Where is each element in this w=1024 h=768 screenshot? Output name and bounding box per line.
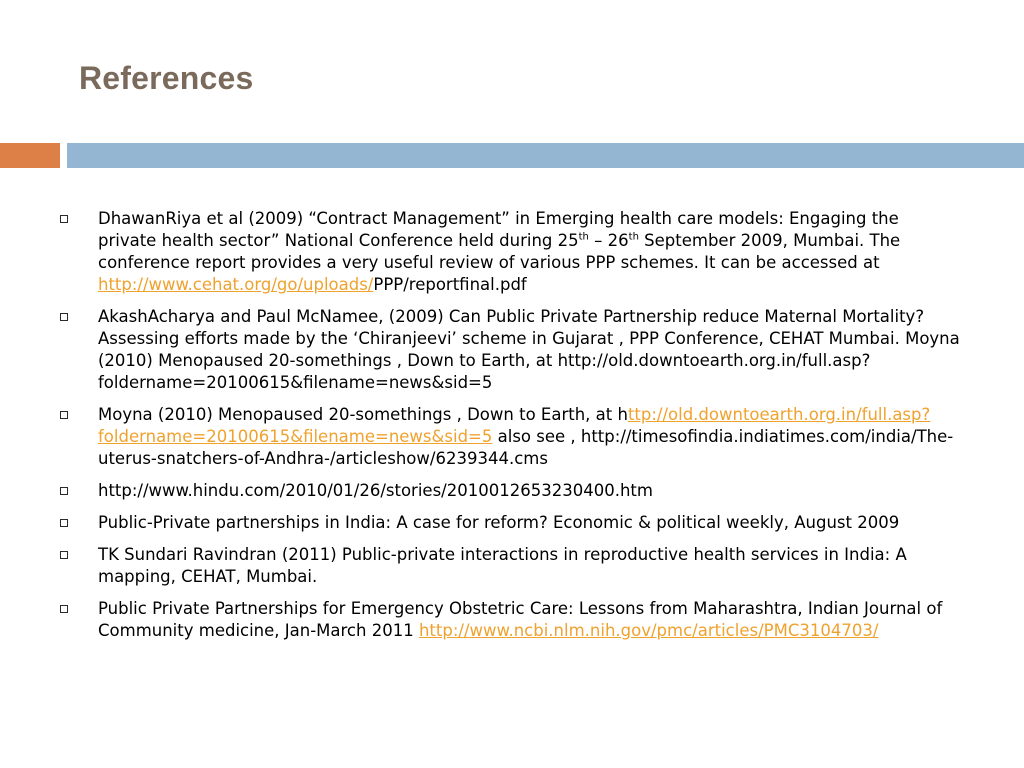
reference-text: Moyna (2010) Menopaused 20-somethings , Down to Earth, at h bbox=[98, 405, 628, 424]
accent-bar-orange bbox=[0, 143, 60, 168]
reference-item-5 bbox=[60, 512, 960, 534]
reference-text: http://www.hindu.com/2010/01/26/stories/2010012653230400.htm bbox=[98, 481, 653, 500]
reference-text: PPP/reportfinal.pdf bbox=[373, 275, 527, 294]
reference-item-6 bbox=[60, 544, 960, 588]
reference-link[interactable]: http://www.ncbi.nlm.nih.gov/pmc/articles/PMC3104703/ bbox=[418, 621, 879, 640]
square-bullet-icon bbox=[60, 411, 68, 419]
reference-item-1 bbox=[60, 208, 960, 296]
reference-item-3 bbox=[60, 404, 960, 470]
reference-link[interactable]: http://www.cehat.org/go/uploads/ bbox=[98, 275, 374, 294]
references-list bbox=[60, 208, 960, 652]
slide-title: References bbox=[79, 60, 254, 96]
ordinal-suffix: th bbox=[628, 231, 639, 243]
square-bullet-icon bbox=[60, 605, 68, 613]
reference-text: – 26 bbox=[588, 231, 629, 250]
reference-text: TK Sundari Ravindran (2011) Public-private interactions in reproductive health services in India: A mapping, CEHAT, Mumbai. bbox=[98, 545, 907, 586]
accent-bar-blue bbox=[67, 143, 1024, 168]
ordinal-suffix: th bbox=[578, 231, 589, 243]
reference-text: Public-Private partnerships in India: A case for reform? Economic & political weekly, August 2009 bbox=[98, 513, 900, 532]
reference-item-2 bbox=[60, 306, 960, 394]
reference-link[interactable]: ttp://old.downtoearth.org.in/full.asp?foldername=20100615&filename=news&sid=5 bbox=[98, 405, 931, 446]
reference-text: also see , http://timesofindia.indiatimes.com/india/The-uterus-snatchers-of-Andhra-/articleshow/6239344.cms bbox=[98, 427, 954, 468]
reference-item-4 bbox=[60, 480, 960, 502]
square-bullet-icon bbox=[60, 551, 68, 559]
square-bullet-icon bbox=[60, 487, 68, 495]
reference-text: DhawanRiya et al (2009) “Contract Management” in Emerging health care models: Engaging the private health sector” National Conference held during 25 bbox=[98, 209, 899, 250]
square-bullet-icon bbox=[60, 313, 68, 321]
reference-text: September 2009, Mumbai. The conference report provides a very useful review of various PPP schemes. It can be accessed at bbox=[98, 231, 901, 272]
square-bullet-icon bbox=[60, 215, 68, 223]
reference-item-7 bbox=[60, 598, 960, 642]
reference-text: Public Private Partnerships for Emergency Obstetric Care: Lessons from Maharashtra, Indian Journal of Community medicine, Jan-March 2011 bbox=[98, 599, 943, 640]
square-bullet-icon bbox=[60, 519, 68, 527]
reference-text: AkashAcharya and Paul McNamee, (2009) Can Public Private Partnership reduce Maternal Mortality? Assessing efforts made by the ‘Chiranjeevi’ scheme in Gujarat , PPP Conference, CEHAT Mumbai. Moyna (2010) Menopaused 20-somethings , Down to Earth, at http://old.downtoearth.org.in/full.asp?foldername=20100615&filename=news&sid=5 bbox=[98, 307, 960, 392]
